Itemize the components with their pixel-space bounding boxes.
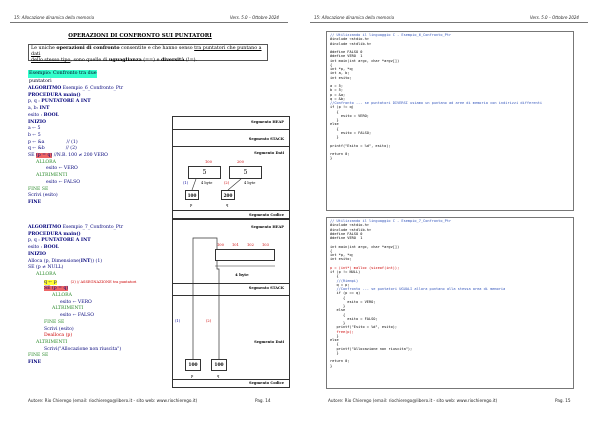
code-line: {: [330, 295, 346, 300]
segment-codice-label: Segmento Codice: [248, 381, 284, 385]
code-line: esito = FALSO;: [330, 130, 372, 135]
pointer-q-name: q: [217, 374, 220, 378]
code-line: if (p != NULL): [330, 270, 361, 274]
code-line: if (p != q): [330, 105, 354, 110]
code-line: {: [330, 62, 333, 67]
code-line: ALTRIMENTI: [36, 173, 68, 179]
code-line: if (p == q): [330, 291, 361, 296]
footer-author: Autore: Rio Chierego (email: riochierego@libero.it - sito web: www.riochierego.it): [28, 398, 198, 403]
pseudocode-example-6: [28, 86, 123, 207]
code-line: // Utilizzando il linguaggio C - Esempio_6_Confronto_Ptr: [330, 33, 452, 37]
begin: INIZIO: [28, 251, 47, 257]
code-line: //(Riempi): [330, 278, 359, 283]
pointer-p-cell: 100: [185, 190, 199, 200]
highlight: q ← p: [44, 279, 57, 285]
code-line: a ← 5: [28, 126, 41, 132]
address-a: 100: [205, 160, 212, 164]
segment-dati-label: Segmento Dati: [254, 151, 284, 155]
code-line: esito = FALSO;: [330, 316, 378, 321]
code-line: Dealloca (p): [44, 333, 73, 339]
begin: INIZIO: [28, 119, 47, 125]
code-line: return 0;: [330, 359, 350, 364]
code-line: p = &a;: [330, 92, 346, 97]
code-line: {: [330, 248, 333, 253]
intro-underline: tra puntatori che puntano a dati: [31, 46, 262, 57]
code-line: else: [330, 338, 339, 342]
heap-cell-address: 102: [247, 243, 254, 247]
footer-page-number: Pag. 14: [255, 398, 271, 403]
header-title: 15: Allocazione dinamica della memoria: [314, 15, 395, 20]
code-line: esito ← FALSO: [60, 313, 94, 319]
code-line: #define FALSO 0: [330, 231, 363, 236]
keyword: ALGORITMO: [28, 86, 62, 91]
code-line: {: [330, 274, 339, 279]
code-line: else: [330, 122, 339, 127]
code-line: else: [330, 308, 346, 313]
c-code-example-7: [326, 217, 574, 389]
code-line: int esito;: [330, 257, 352, 262]
pointer-p-cell: 100: [185, 359, 201, 371]
heap-cell-address: 100: [217, 243, 224, 247]
code-line: b = 5;: [330, 88, 343, 93]
diagram-arrows: [173, 117, 291, 221]
bytes-label: 4 byte: [235, 272, 249, 277]
code-line: //Confronto --- se puntatori UGUALI allora puntano alla stessa area di memoria: [330, 287, 506, 291]
code-line: esito = VERO;: [330, 113, 369, 118]
segment-codice-label: Segmento Codice: [248, 213, 284, 217]
footer-page-number: Pag. 15: [555, 398, 571, 403]
code-line: SE: [28, 153, 36, 159]
code-line: free(p);: [330, 329, 354, 334]
step-label-1: (1): [175, 319, 181, 323]
pointer-q-cell: 100: [211, 359, 227, 371]
code-line: int a, b;: [330, 71, 350, 76]
header-rule: [10, 22, 288, 23]
code-line: int main(int argc, char *argv[]): [330, 244, 400, 249]
comment: // (2): [65, 146, 77, 152]
type: PUNTATORE A INT: [41, 99, 91, 105]
code-line: ALLORA: [36, 271, 56, 277]
header-title: 15: Allocazione dinamica della memoria: [14, 15, 95, 20]
code-line: esito = VERO;: [330, 299, 376, 304]
code-line: int main(int argc, char *argv[]): [330, 58, 400, 63]
code-line: ALLORA: [52, 293, 72, 299]
code-line: }: [330, 333, 339, 338]
segment-dati-label: Segmento Dati: [254, 340, 284, 344]
code-line: int *p, *q;: [330, 253, 354, 257]
header-version: Vers. 5.0 – Ottobre 2024: [530, 15, 579, 20]
intro-bold: uguaglianza: [108, 56, 142, 63]
var-decl: esito :: [28, 245, 44, 251]
comment: //N.B. 100 ≠ 200 VERO: [53, 153, 108, 159]
code-line: #include <stdlib.h>: [330, 41, 372, 46]
header-rule: [310, 22, 588, 23]
code-line: {: [330, 312, 346, 317]
code-line: #define VERO 1: [330, 236, 363, 240]
var-decl: p, q :: [28, 238, 42, 244]
c-code-example-6: [326, 31, 574, 211]
code-line: q = &b;: [330, 96, 346, 101]
intro-bold: diversità: [160, 56, 185, 63]
code-line: printf("Esito = %d", esito);: [330, 325, 398, 330]
pseudocode-example-7: [28, 225, 136, 367]
procedure-line: PROCEDURA main(): [28, 231, 81, 237]
code-line: a = 5;: [330, 84, 343, 88]
code-line: Scrivi("Allocazione non riuscita"): [44, 346, 122, 352]
step-label-1: (1): [183, 181, 189, 185]
end: FINE: [28, 360, 42, 366]
segment-stack-label: Segmento STACK: [248, 286, 284, 290]
pointer-q-name: q: [226, 203, 229, 207]
code-line: q = p;: [330, 282, 350, 287]
code-line: FINE SE: [28, 186, 49, 192]
cell-a: 5: [188, 166, 221, 179]
comment: (2) // ASSEGNAZIONE tra puntatori: [70, 279, 137, 284]
end: FINE: [28, 199, 42, 205]
code-line: Scrivi (esito): [44, 326, 74, 332]
code-line: ALTRIMENTI: [36, 339, 68, 345]
code-line: int esito;: [330, 75, 352, 80]
intro-underline: dello stesso tipo: [31, 57, 71, 63]
code-line: }: [330, 118, 339, 122]
code-line: #include <stdlib.h>: [330, 227, 372, 232]
code-line: }: [330, 304, 346, 308]
type: BOOL: [43, 245, 59, 251]
code-line: p ← &a: [28, 139, 45, 145]
step-marker: (1): [95, 258, 103, 264]
code-line: b ← 5: [28, 132, 41, 138]
keyword: ALGORITMO: [28, 225, 62, 230]
code-line: printf("Allocazione non riuscita");: [330, 346, 413, 351]
procedure-line: PROCEDURA main(): [28, 92, 81, 98]
section-title: OPERAZIONI DI CONFRONTO SUI PUNTATORI: [68, 33, 212, 39]
segment-heap-label: Segmento HEAP: [250, 120, 284, 124]
heap-cell-address: 101: [232, 243, 239, 247]
example-label: Esempio: Confronto tra due puntatori: [29, 71, 97, 84]
code-line: Alloca (p, Dimensione(: [28, 258, 81, 264]
pointer-p-name: p: [191, 374, 194, 378]
highlight: (p = q): [35, 153, 53, 159]
code-line: esito ← FALSO: [46, 179, 80, 185]
type: INT: [39, 106, 50, 112]
code-line: FINE SE: [44, 319, 65, 325]
intro-text: (==) e: [141, 57, 161, 63]
segment-heap-label: Segmento HEAP: [250, 225, 284, 229]
var-decl: esito :: [28, 112, 44, 118]
algorithm-name: Esempio_6_Confronto_Ptr: [61, 86, 124, 91]
comment: // (1): [66, 139, 78, 145]
code-line: FINE SE: [28, 353, 49, 359]
segment-stack-label: Segmento STACK: [248, 137, 284, 141]
header-version: Vers. 5.0 – Ottobre 2024: [230, 15, 279, 20]
code-line: #include <stdio.h>: [330, 37, 369, 42]
code-line: Scrivi (esito): [28, 193, 58, 199]
code-line: ALTRIMENTI: [52, 306, 84, 312]
code-line: //Confronto --- se puntatori DIVERSI usiamo un puntano ad aree di memoria con indirizzi differenti: [330, 101, 543, 105]
code-line: #define FALSO 0: [330, 50, 363, 54]
intro-text: (!=).: [184, 57, 198, 63]
code-line: }: [330, 363, 333, 368]
code-line: {: [330, 109, 339, 114]
code-line: int *p, *q;: [330, 67, 354, 71]
intro-text: , sono quelle di: [70, 57, 109, 63]
type: PUNTATORE A INT: [41, 238, 91, 244]
code-line: return 0;: [330, 152, 350, 156]
code-line: printf("Esito = %d", esito);: [330, 143, 391, 148]
bytes-label: 4 byte: [201, 181, 213, 185]
code-line: esito ← VERO: [60, 299, 92, 305]
var-decl: a, b:: [28, 106, 40, 112]
memory-diagram-2: [172, 218, 290, 388]
step-label-2: (2): [206, 319, 212, 323]
type: BOOL: [43, 112, 59, 118]
bytes-label: 4 byte: [244, 181, 256, 185]
step-label-2: (2): [224, 181, 230, 185]
code-line: )): [90, 258, 95, 264]
code-line: {: [330, 342, 339, 347]
code-line: SE (p ≠ NULL): [28, 265, 64, 271]
code-line: p = (int*) malloc (sizeof(int));: [330, 265, 400, 270]
type: INT: [80, 258, 91, 264]
var-decl: p, q :: [28, 99, 42, 105]
diagram-arrows: [173, 219, 291, 389]
memory-diagram-1: [172, 116, 290, 220]
pointer-p-name: p: [190, 203, 193, 207]
code-line: }: [330, 350, 339, 355]
code-line: q ← &b: [28, 146, 45, 152]
highlight: SE (p = q): [44, 286, 69, 292]
pointer-q-cell: 200: [221, 190, 235, 200]
code-line: }: [330, 321, 346, 325]
code-line: #include <stdio.h>: [330, 223, 369, 228]
intro-text: Le uniche: [31, 46, 57, 51]
heap-cell-address: 103: [262, 243, 269, 247]
intro-bold: operazioni di confronto: [56, 45, 120, 51]
code-line: #define VERO 1: [330, 54, 363, 59]
address-b: 200: [237, 160, 244, 164]
cell-b: 5: [229, 166, 262, 179]
intro-text: consentite e che hanno senso: [119, 46, 195, 51]
code-line: // Utilizzando il linguaggio C - Esempio_7_Confronto_Ptr: [330, 219, 452, 223]
intro-box: [28, 44, 268, 61]
code-line: }: [330, 156, 333, 161]
algorithm-name: Esempio_7_Confronto_Ptr: [61, 225, 124, 230]
footer-author: Autore: Rio Chierego (email: riochierego@libero.it - sito web: www.riochierego.it): [328, 398, 498, 403]
code-line: ALLORA: [36, 159, 56, 165]
code-line: esito ← VERO: [46, 166, 78, 172]
code-line: }: [330, 135, 339, 139]
code-line: {: [330, 126, 339, 131]
